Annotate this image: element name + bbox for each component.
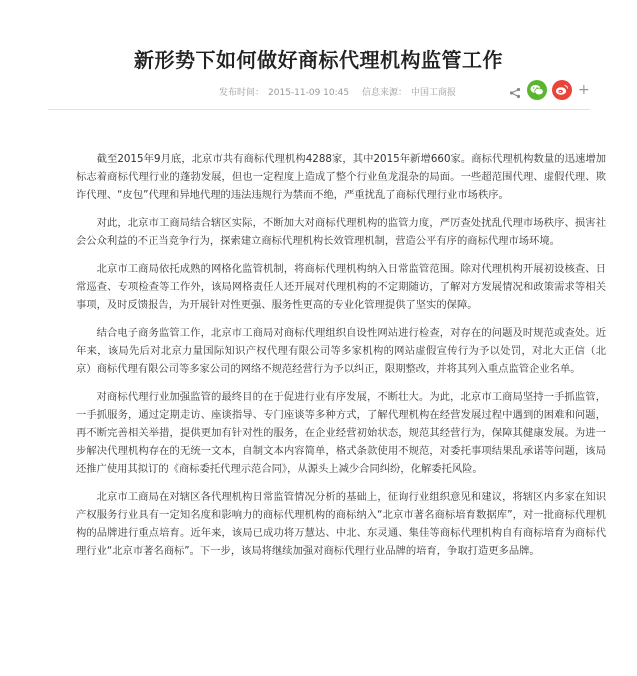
share-icon[interactable] (509, 84, 521, 96)
paragraph: 北京市工商局在对辖区各代理机构日常监管情况分析的基础上，征询行业组织意见和建议，将辖区内多家在知识产权服务行业具有一定知名度和影响力的商标代理机构的商标纳入“北京市著名商标培育数据库”，对一批商标代理机构的品牌进行重点培育。近年来，该局已成功将万慧达、中北、东灵通、集佳等商标代理机构自有商标培育为商标代理行业“北京市著名商标”。下一步，该局将继续加强对商标代理行业品牌的培育，争取打造更多品牌。 (76, 491, 606, 557)
share-bar (509, 80, 590, 100)
paragraph: 截至2015年9月底，北京市共有商标代理机构4288家，其中2015年新增660家。商标代理机构数量的迅速增加标志着商标代理行业的蓬勃发展，但也一定程度上造成了整个行业鱼龙混杂的局面。一些超范围代理、虚假代理、欺诈代理、“皮包”代理和异地代理的违法违规行为禁而不绝，严重扰乱了商标代理行业市场秩序。 (76, 153, 606, 201)
publish-label: 发布时间： (219, 88, 265, 98)
source-name: 中国工商报 (411, 88, 457, 98)
publish-time: 2015-11-09 10:45 (268, 88, 350, 98)
weibo-icon[interactable] (552, 80, 572, 100)
page-title: 新形势下如何做好商标代理机构监管工作 (134, 48, 503, 72)
wechat-icon[interactable] (527, 80, 547, 100)
paragraph: 结合电子商务监管工作，北京市工商局对商标代理组织自设性网站进行检查，对存在的问题及时规范或查处。近年来，该局先后对北京力量国际知识产权代理有限公司等多家机构的网站虚假宣传行为予以处罚，对北大正信（北京）商标代理有限公司等多家公司的网络不规范经营行为予以纠正，限期整改，并将其列入重点监管企业名单。 (76, 327, 606, 375)
paragraph: 北京市工商局依托成熟的网格化监管机制，将商标代理机构纳入日常监管范围。除对代理机构开展初设核查、日常巡查、专项检查等工作外，该局网格责任人还开展对代理机构的不定期随访，了解对方发展情况和政策需求等相关事项，及时反馈报告，为开展针对性更强、服务性更高的专业化管理提供了坚实的保障。 (76, 263, 606, 311)
plus-icon[interactable]: + (578, 82, 590, 98)
paragraph: 对商标代理行业加强监管的最终目的在于促进行业有序发展，不断壮大。为此，北京市工商局坚持一手抓监管，一手抓服务，通过定期走访、座谈指导、专门座谈等多种方式，了解代理机构在经营发展过程中遇到的困难和问题，再不断完善相关举措，提供更加有针对性的服务，在企业经营初始状态，规范其经营行为，保障其健康发展。为进一步解决代理机构存在的无统一文本，自制文本内容简单，格式条款使用不规范，对委托事项结果乱承诺等问题，该局还推广使用其拟订的《商标委托代理示范合同》，从源头上减少合同纠纷，化解委托风险。 (76, 391, 606, 475)
article-meta (219, 85, 460, 98)
source-label: 信息来源： (362, 88, 408, 98)
paragraph: 对此，北京市工商局结合辖区实际，不断加大对商标代理机构的监管力度，严厉查处扰乱代理市场秩序、损害社会公众利益的不正当竞争行为，探索建立商标代理机构长效管理机制，营造公平有序的商标代理市场环境。 (76, 217, 606, 247)
article-body (76, 150, 606, 560)
header-divider (48, 109, 590, 110)
